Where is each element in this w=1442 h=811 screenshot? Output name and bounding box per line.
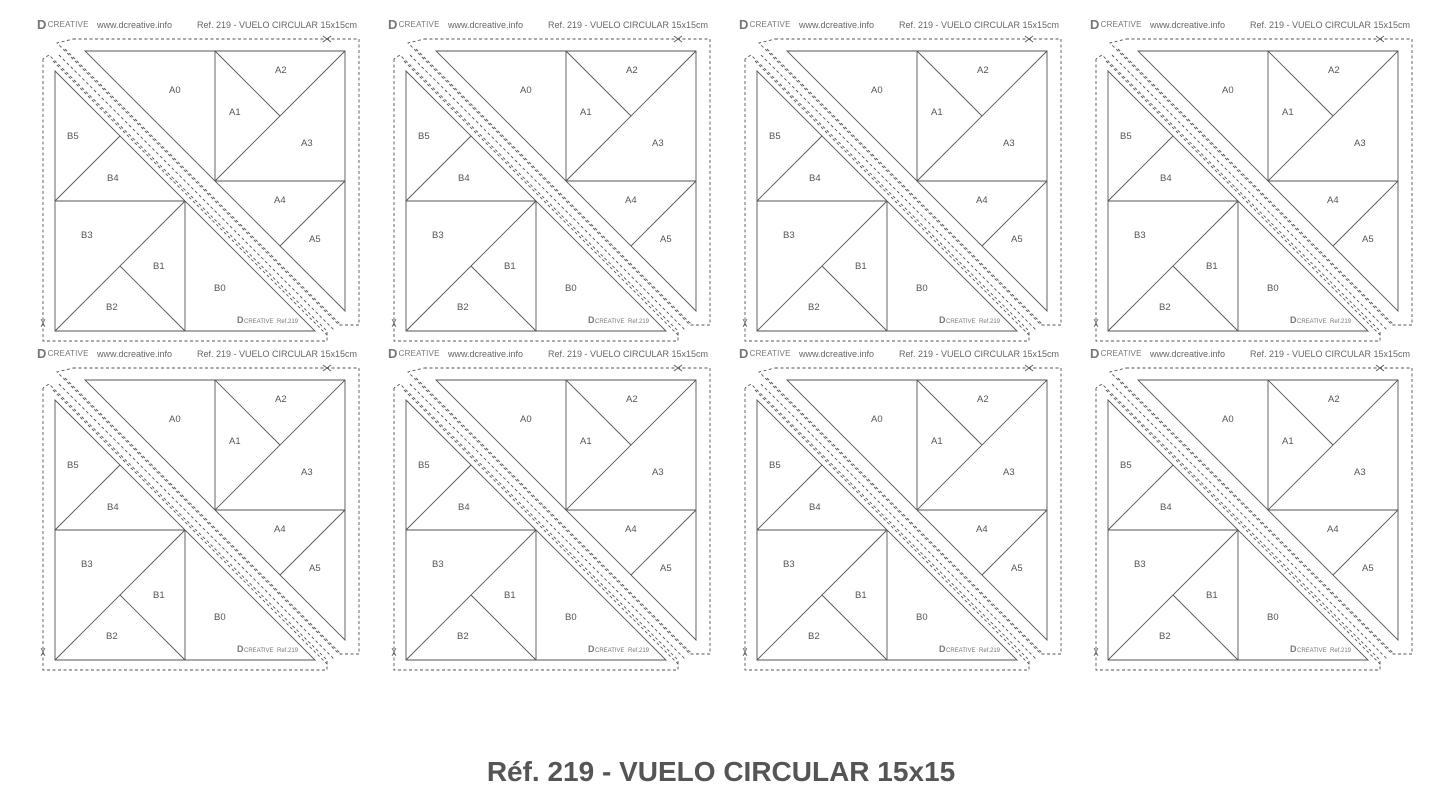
svg-text:CREATIVE: CREATIVE	[1297, 319, 1327, 325]
label-a5: A5	[660, 563, 672, 574]
website-url: www.dcreative.info	[448, 349, 524, 359]
label-b4: B4	[458, 173, 470, 184]
seam-line	[59, 55, 335, 331]
svg-text:CREATIVE: CREATIVE	[244, 319, 274, 325]
label-a1: A1	[229, 107, 241, 118]
label-b1: B1	[153, 261, 165, 272]
label-b5: B5	[67, 131, 79, 142]
label-a2: A2	[275, 394, 287, 405]
label-b5: B5	[67, 460, 79, 471]
label-a1: A1	[580, 436, 592, 447]
logo-text: CREATIVE	[1100, 20, 1142, 29]
svg-text:CREATIVE: CREATIVE	[1297, 648, 1327, 654]
reference-text: Ref. 219 - VUELO CIRCULAR 15x15cm	[197, 349, 358, 359]
footer-logo	[588, 315, 650, 325]
label-b1: B1	[1206, 590, 1218, 601]
label-a3: A3	[301, 467, 313, 478]
label-b4: B4	[107, 502, 119, 513]
brand-logo	[1090, 346, 1142, 361]
label-b3: B3	[432, 230, 444, 241]
pattern-diagram	[37, 33, 367, 345]
scissors-icon	[1094, 36, 1384, 327]
brand-logo	[739, 17, 791, 32]
scissors-icon	[1094, 365, 1384, 656]
svg-text:Ref.219: Ref.219	[628, 648, 650, 654]
reference-text: Ref. 219 - VUELO CIRCULAR 15x15cm	[197, 20, 358, 30]
label-a5: A5	[1011, 234, 1023, 245]
label-a3: A3	[301, 138, 313, 149]
label-b0: B0	[214, 283, 226, 294]
seam-line	[755, 390, 1031, 666]
label-b5: B5	[769, 131, 781, 142]
seam-line	[65, 49, 341, 325]
logo-text: CREATIVE	[47, 20, 89, 29]
label-b5: B5	[769, 460, 781, 471]
reference-text: Ref. 219 - VUELO CIRCULAR 15x15cm	[899, 349, 1060, 359]
seam-line	[416, 378, 692, 654]
svg-text:CREATIVE: CREATIVE	[244, 648, 274, 654]
website-url: www.dcreative.info	[1150, 349, 1226, 359]
svg-text:D: D	[237, 315, 244, 325]
website-url: www.dcreative.info	[1150, 20, 1226, 30]
label-a4: A4	[625, 195, 637, 206]
label-a0: A0	[520, 414, 532, 425]
label-a4: A4	[274, 524, 286, 535]
label-a1: A1	[580, 107, 592, 118]
svg-text:CREATIVE: CREATIVE	[595, 319, 625, 325]
scissors-icon	[41, 365, 331, 656]
label-a5: A5	[309, 234, 321, 245]
label-b4: B4	[1160, 173, 1172, 184]
scissors-icon	[743, 36, 1033, 327]
seam-line	[410, 384, 686, 660]
label-a2: A2	[275, 65, 287, 76]
brand-logo	[1090, 17, 1142, 32]
label-b2: B2	[106, 302, 118, 313]
svg-text:Ref.219: Ref.219	[979, 319, 1001, 325]
svg-text:Ref.219: Ref.219	[1330, 319, 1352, 325]
logo-text: CREATIVE	[1100, 349, 1142, 358]
label-a0: A0	[1222, 85, 1234, 96]
footer-logo	[939, 315, 1001, 325]
label-a2: A2	[1328, 65, 1340, 76]
website-url: www.dcreative.info	[799, 20, 875, 30]
scissors-icon	[743, 365, 1033, 656]
seam-line	[755, 61, 1031, 337]
seam-line	[767, 49, 1043, 325]
label-a5: A5	[660, 234, 672, 245]
label-b3: B3	[81, 559, 93, 570]
label-a5: A5	[309, 563, 321, 574]
label-a1: A1	[931, 436, 943, 447]
label-a4: A4	[1327, 195, 1339, 206]
label-a3: A3	[652, 467, 664, 478]
logo-text: CREATIVE	[398, 20, 440, 29]
svg-text:Ref.219: Ref.219	[628, 319, 650, 325]
seam-line	[59, 384, 335, 660]
footer-logo	[588, 644, 650, 654]
pattern-sheet-7	[739, 346, 1069, 671]
brand-logo	[37, 346, 89, 361]
label-b4: B4	[809, 173, 821, 184]
pattern-sheet-1	[37, 17, 367, 342]
seam-line	[1112, 384, 1388, 660]
seam-line	[404, 61, 680, 337]
label-b5: B5	[418, 460, 430, 471]
label-a0: A0	[871, 85, 883, 96]
label-a4: A4	[625, 524, 637, 535]
label-a5: A5	[1011, 563, 1023, 574]
label-b1: B1	[1206, 261, 1218, 272]
seam-line	[767, 378, 1043, 654]
label-b2: B2	[808, 631, 820, 642]
svg-text:D: D	[237, 644, 244, 654]
label-b0: B0	[565, 612, 577, 623]
svg-text:CREATIVE: CREATIVE	[595, 648, 625, 654]
pattern-sheet-5	[37, 346, 367, 671]
label-a2: A2	[977, 65, 989, 76]
label-a3: A3	[1003, 467, 1015, 478]
svg-text:Ref.219: Ref.219	[277, 319, 299, 325]
label-b1: B1	[855, 590, 867, 601]
label-a2: A2	[626, 394, 638, 405]
label-a3: A3	[1354, 467, 1366, 478]
label-a5: A5	[1362, 563, 1374, 574]
pattern-diagram	[37, 362, 367, 674]
website-url: www.dcreative.info	[97, 20, 173, 30]
pattern-diagram	[388, 362, 718, 674]
pattern-diagram	[388, 33, 718, 345]
label-b2: B2	[1159, 631, 1171, 642]
svg-text:CREATIVE: CREATIVE	[946, 648, 976, 654]
svg-text:D: D	[1290, 644, 1297, 654]
reference-text: Ref. 219 - VUELO CIRCULAR 15x15cm	[548, 349, 709, 359]
footer-logo	[1290, 644, 1352, 654]
seam-line	[1112, 55, 1388, 331]
reference-text: Ref. 219 - VUELO CIRCULAR 15x15cm	[1250, 349, 1411, 359]
website-url: www.dcreative.info	[448, 20, 524, 30]
label-a4: A4	[274, 195, 286, 206]
seam-line	[761, 384, 1037, 660]
seam-line	[404, 390, 680, 666]
svg-text:D: D	[939, 315, 946, 325]
svg-text:D: D	[939, 644, 946, 654]
label-b0: B0	[565, 283, 577, 294]
label-b3: B3	[1134, 559, 1146, 570]
label-b2: B2	[106, 631, 118, 642]
label-b3: B3	[1134, 230, 1146, 241]
scissors-icon	[392, 36, 682, 327]
scissors-icon	[41, 36, 331, 327]
svg-text:Ref.219: Ref.219	[277, 648, 299, 654]
label-a0: A0	[169, 414, 181, 425]
label-b5: B5	[418, 131, 430, 142]
label-b0: B0	[916, 283, 928, 294]
svg-text:D: D	[588, 315, 595, 325]
logo-letter: D	[37, 17, 47, 32]
label-a1: A1	[229, 436, 241, 447]
seam-line	[416, 49, 692, 325]
brand-logo	[739, 346, 791, 361]
label-b1: B1	[504, 590, 516, 601]
footer-logo	[237, 644, 299, 654]
label-b3: B3	[783, 559, 795, 570]
label-b0: B0	[1267, 283, 1279, 294]
label-b5: B5	[1120, 460, 1132, 471]
website-url: www.dcreative.info	[799, 349, 875, 359]
svg-text:D: D	[588, 644, 595, 654]
footer-logo	[1290, 315, 1352, 325]
svg-text:CREATIVE: CREATIVE	[946, 319, 976, 325]
label-a0: A0	[1222, 414, 1234, 425]
seam-line	[53, 61, 329, 337]
label-a5: A5	[1362, 234, 1374, 245]
seam-line	[1118, 49, 1394, 325]
label-a3: A3	[1003, 138, 1015, 149]
pattern-diagram	[1090, 362, 1420, 674]
pattern-sheet-6	[388, 346, 718, 671]
logo-letter: D	[1090, 346, 1100, 361]
seam-line	[1106, 390, 1382, 666]
label-b2: B2	[457, 631, 469, 642]
label-a2: A2	[626, 65, 638, 76]
label-b0: B0	[1267, 612, 1279, 623]
label-a1: A1	[1282, 436, 1294, 447]
label-a2: A2	[1328, 394, 1340, 405]
scissors-icon	[392, 365, 682, 656]
label-a4: A4	[1327, 524, 1339, 535]
svg-text:Ref.219: Ref.219	[1330, 648, 1352, 654]
label-b0: B0	[916, 612, 928, 623]
label-a3: A3	[1354, 138, 1366, 149]
footer-logo	[237, 315, 299, 325]
pattern-sheet-4	[1090, 17, 1420, 342]
pattern-diagram	[739, 362, 1069, 674]
label-b1: B1	[855, 261, 867, 272]
logo-text: CREATIVE	[749, 20, 791, 29]
label-a4: A4	[976, 524, 988, 535]
label-a1: A1	[931, 107, 943, 118]
label-b2: B2	[457, 302, 469, 313]
logo-letter: D	[739, 346, 749, 361]
logo-text: CREATIVE	[47, 349, 89, 358]
label-a1: A1	[1282, 107, 1294, 118]
reference-text: Ref. 219 - VUELO CIRCULAR 15x15cm	[1250, 20, 1411, 30]
website-url: www.dcreative.info	[97, 349, 173, 359]
reference-text: Ref. 219 - VUELO CIRCULAR 15x15cm	[899, 20, 1060, 30]
label-b4: B4	[809, 502, 821, 513]
seam-line	[65, 378, 341, 654]
label-b3: B3	[432, 559, 444, 570]
label-a0: A0	[871, 414, 883, 425]
label-b4: B4	[1160, 502, 1172, 513]
logo-letter: D	[388, 346, 398, 361]
brand-logo	[388, 346, 440, 361]
pattern-diagram	[739, 33, 1069, 345]
label-a4: A4	[976, 195, 988, 206]
seam-line	[53, 390, 329, 666]
seam-line	[1106, 61, 1382, 337]
label-b1: B1	[504, 261, 516, 272]
pattern-sheet-8	[1090, 346, 1420, 671]
brand-logo	[388, 17, 440, 32]
pattern-diagram	[1090, 33, 1420, 345]
seam-line	[410, 55, 686, 331]
logo-text: CREATIVE	[398, 349, 440, 358]
pattern-sheet-2	[388, 17, 718, 342]
svg-text:D: D	[1290, 315, 1297, 325]
seam-line	[1118, 378, 1394, 654]
label-a3: A3	[652, 138, 664, 149]
footer-logo	[939, 644, 1001, 654]
label-a2: A2	[977, 394, 989, 405]
seam-line	[761, 55, 1037, 331]
label-b5: B5	[1120, 131, 1132, 142]
pattern-sheet-3	[739, 17, 1069, 342]
label-b4: B4	[107, 173, 119, 184]
label-b2: B2	[1159, 302, 1171, 313]
logo-letter: D	[37, 346, 47, 361]
reference-text: Ref. 219 - VUELO CIRCULAR 15x15cm	[548, 20, 709, 30]
logo-letter: D	[388, 17, 398, 32]
label-a0: A0	[169, 85, 181, 96]
svg-text:Ref.219: Ref.219	[979, 648, 1001, 654]
label-b2: B2	[808, 302, 820, 313]
label-b1: B1	[153, 590, 165, 601]
label-b3: B3	[81, 230, 93, 241]
logo-letter: D	[739, 17, 749, 32]
logo-letter: D	[1090, 17, 1100, 32]
logo-text: CREATIVE	[749, 349, 791, 358]
label-a0: A0	[520, 85, 532, 96]
brand-logo	[37, 17, 89, 32]
page-caption: Réf. 219 - VUELO CIRCULAR 15x15	[486, 756, 956, 787]
label-b3: B3	[783, 230, 795, 241]
label-b4: B4	[458, 502, 470, 513]
label-b0: B0	[214, 612, 226, 623]
